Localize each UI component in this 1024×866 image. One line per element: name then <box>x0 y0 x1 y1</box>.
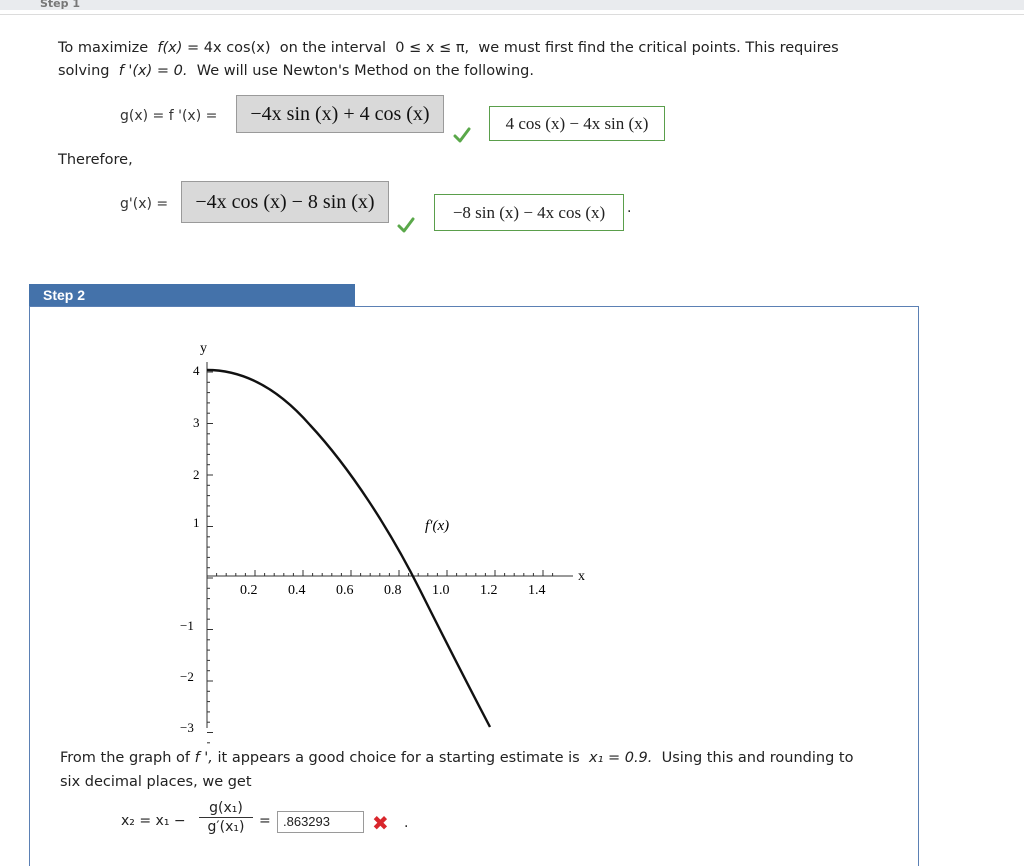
y-tick-label: 4 <box>193 363 200 378</box>
formula-lhs: x₂ = x₁ − <box>121 813 186 829</box>
top-bar <box>0 0 1024 10</box>
step-2-tab[interactable]: Step 2 <box>29 284 355 306</box>
y-tick-label: 1 <box>193 515 200 530</box>
x-tick-label: 1.2 <box>480 583 498 598</box>
gprime-period: . <box>627 200 632 216</box>
gprime-answer-input[interactable]: −4x cos (x) − 8 sin (x) <box>181 181 389 223</box>
check-icon <box>397 217 415 233</box>
y-tick-label: −1 <box>180 618 194 633</box>
check-icon <box>453 127 471 143</box>
y-tick-label: 3 <box>193 415 200 430</box>
x-axis-label: x <box>578 569 585 584</box>
y-tick-label: −2 <box>180 669 194 684</box>
x-tick-label: 0.6 <box>336 583 354 598</box>
g-answer-input[interactable]: −4x sin (x) + 4 cos (x) <box>236 95 444 133</box>
curve-label: f′(x) <box>425 518 450 534</box>
x-tick-label: 1.4 <box>528 583 546 598</box>
y-axis-label: y <box>200 341 207 356</box>
g-label: g(x) = f '(x) = <box>120 108 218 124</box>
fraction-bar <box>199 817 253 818</box>
derivative-graph <box>170 335 600 735</box>
x-tick-label: 1.0 <box>432 583 450 598</box>
fraction-numerator: g(x₁) <box>209 800 243 816</box>
gprime-correct-answer: −8 sin (x) − 4x cos (x) <box>434 194 624 231</box>
intro-line-2: solving f '(x) = 0. We will use Newton's Method on the following. <box>58 63 534 79</box>
x1-estimate: x₁ = 0.9. <box>588 750 653 766</box>
fprime-curve <box>207 370 490 727</box>
divider <box>0 14 1024 15</box>
equals-sign: = <box>259 813 271 829</box>
fraction-denominator: g′(x₁) <box>207 819 245 835</box>
fraction <box>199 800 253 835</box>
x2-answer-input[interactable]: .863293 <box>277 811 364 833</box>
therefore-text: Therefore, <box>58 152 133 168</box>
gprime-label: g'(x) = <box>120 196 169 212</box>
x-tick-label: 0.8 <box>384 583 402 598</box>
step2-line-2: six decimal places, we get <box>60 774 252 790</box>
step-1-header-cut: Step 1 <box>40 0 80 10</box>
intro-line-1: To maximize f(x) = 4x cos(x) on the interval 0 ≤ x ≤ π, we must first find the critical points. This requires <box>58 40 839 56</box>
interval: 0 ≤ x ≤ π, <box>395 40 470 56</box>
g-correct-answer: 4 cos (x) − 4x sin (x) <box>489 106 665 141</box>
x-icon: ✖ <box>372 811 389 835</box>
step2-line-1: From the graph of f ', it appears a good choice for a starting estimate is x₁ = 0.9. Using this and rounding to <box>60 750 854 766</box>
x-tick-label: 0.2 <box>240 583 258 598</box>
y-tick-label: −3 <box>180 720 194 735</box>
fx-symbol: f(x) <box>157 40 183 56</box>
x-tick-label: 0.4 <box>288 583 306 598</box>
y-tick-label: 2 <box>193 467 200 482</box>
trailing-period: . <box>404 815 409 831</box>
